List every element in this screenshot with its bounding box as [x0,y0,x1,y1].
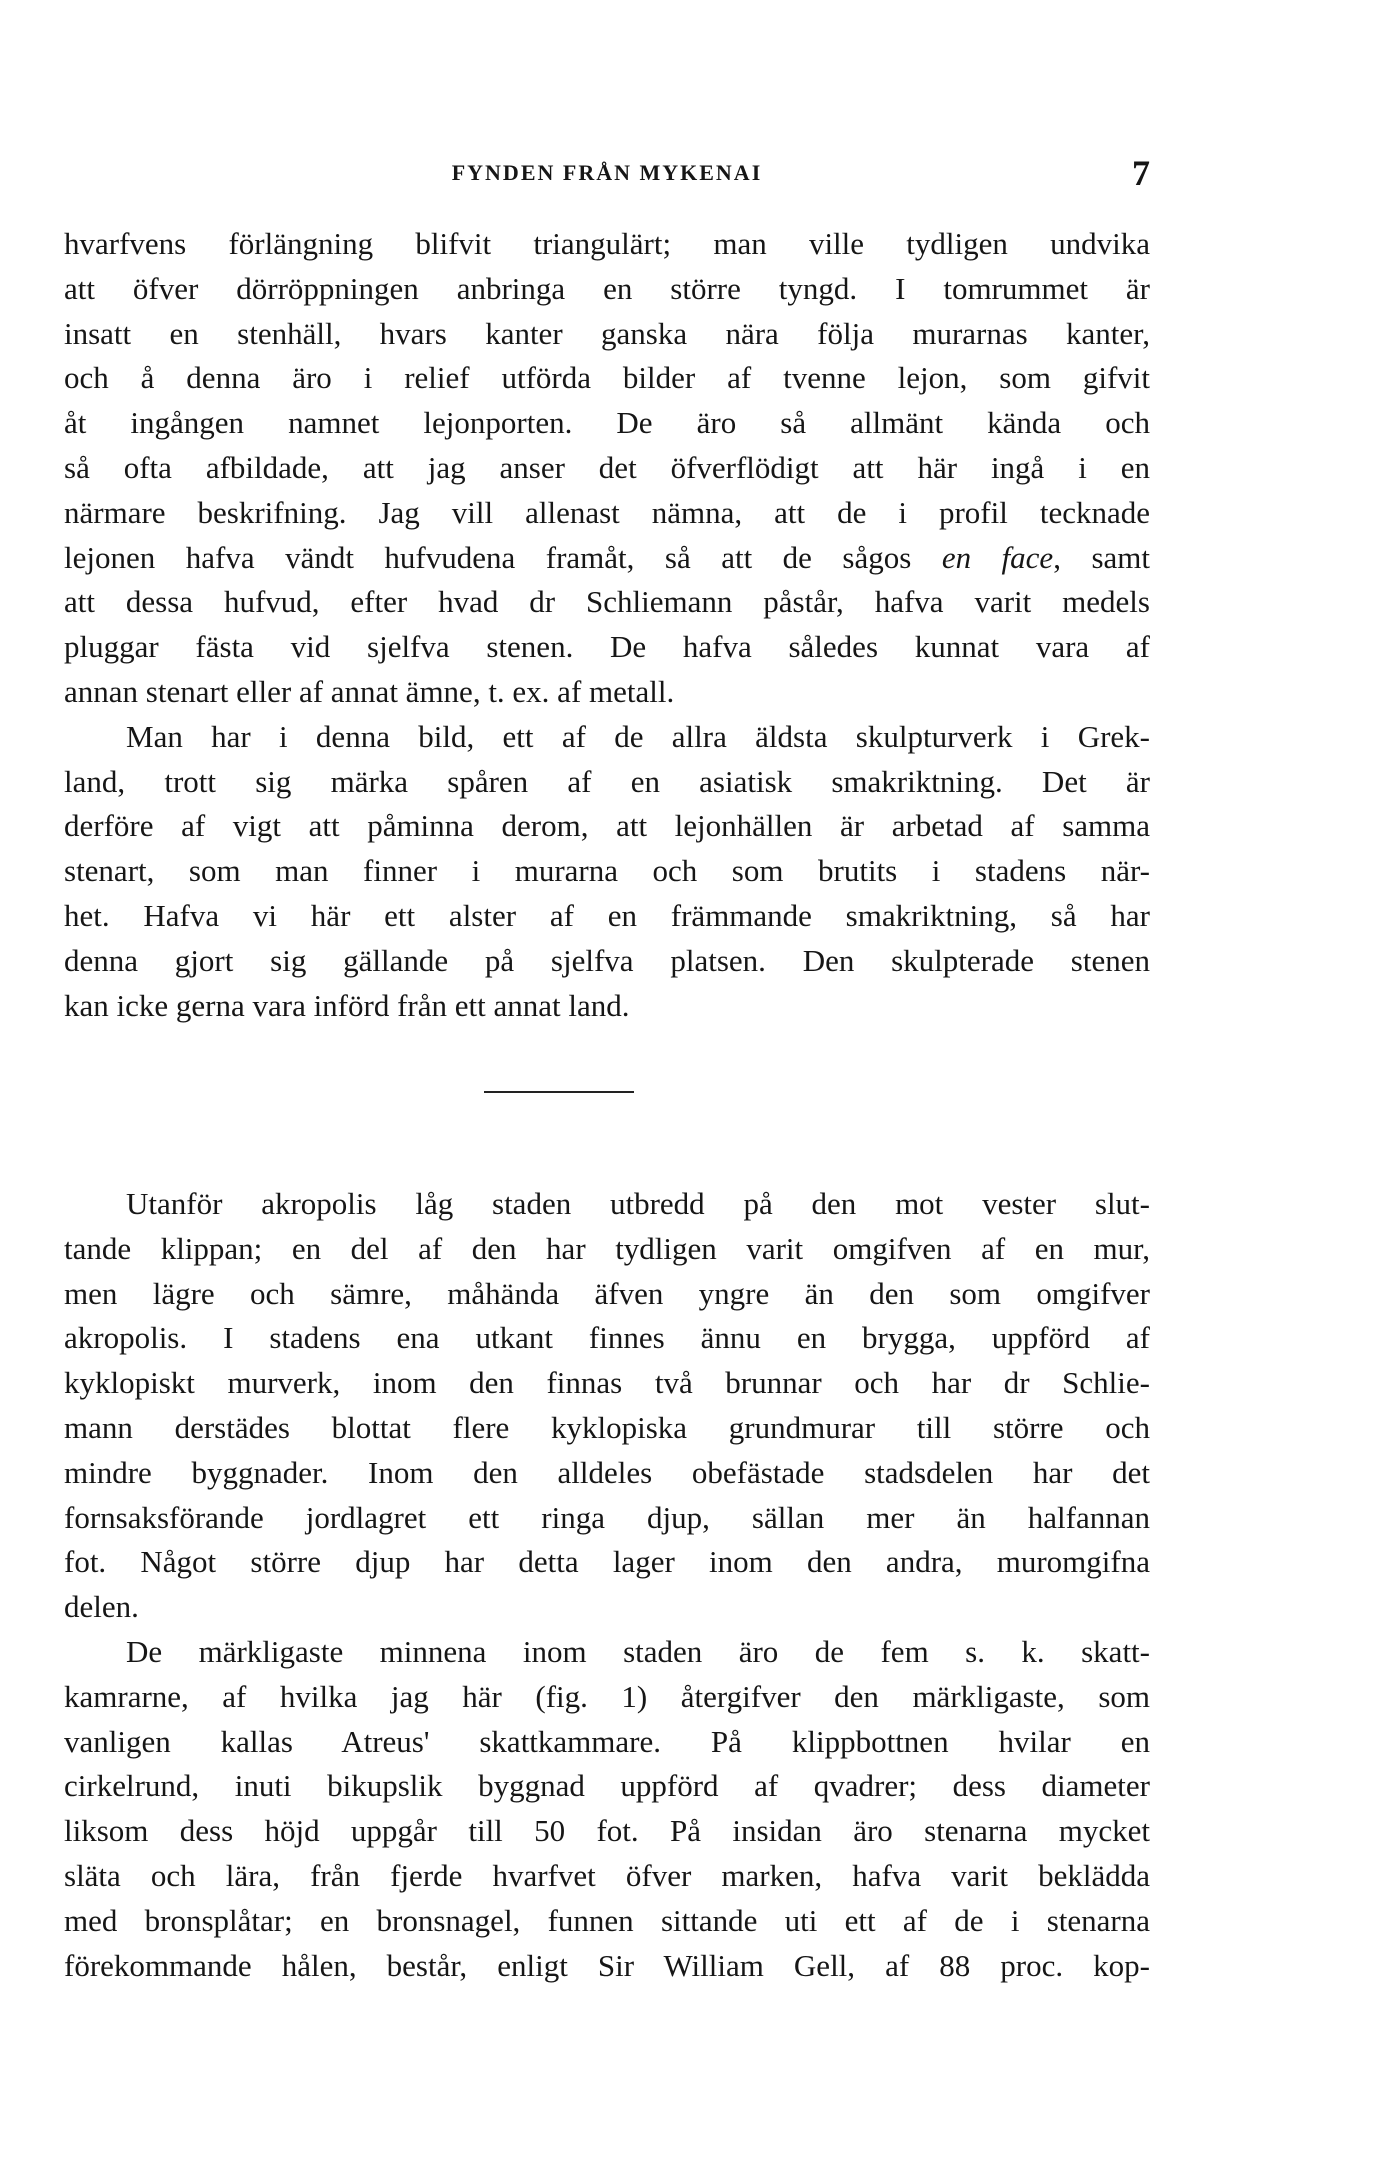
text-line: kyklopiskt murverk, inom den finnas två brunnar och har dr Schlie- [64,1365,1150,1401]
text-line: med bronsplåtar; en bronsnagel, funnen sittande uti ett af de i stenarna [64,1902,1150,1938]
text-line: fot. Något större djup har detta lager inom den andra, muromgifna [64,1544,1150,1580]
text-line: derföre af vigt att påminna derom, att lejonhällen är arbetad af samma [64,808,1150,844]
text-line: att öfver dörröppningen anbringa en större tyngd. I tomrummet är [64,270,1150,306]
text-line: mindre byggnader. Inom den alldeles obefästade stadsdelen har det [64,1454,1150,1490]
text-line: hvarfvens förlängning blifvit triangulärt; man ville tydligen undvika [64,226,1150,261]
text-line: vanligen kallas Atreus' skattkammare. På klippbottnen hvilar en [64,1723,1150,1759]
paragraph [64,222,1150,715]
text-line: men lägre och sämre, måhända äfven yngre än den som omgifver [64,1275,1150,1311]
text-line: akropolis. I stadens ena utkant finnes ännu en brygga, uppförd af [64,1320,1150,1356]
text-line: De märkligaste minnena inom staden äro de fem s. k. skatt- [126,1633,1150,1669]
text-line: liksom dess höjd uppgår till 50 fot. På insidan äro stenarna mycket [64,1813,1150,1849]
upper-text-section [64,222,1150,1028]
text-line: fornsaksförande jordlagret ett ringa djup, sällan mer än halfannan [64,1499,1150,1535]
text-line: Utanför akropolis låg staden utbredd på den mot vester slut- [126,1186,1150,1221]
text-line: insatt en stenhäll, hvars kanter ganska nära följa murarnas kanter, [64,315,1150,351]
text-line: pluggar fästa vid sjelfva stenen. De hafva således kunnat vara af [64,629,1150,665]
paragraph [64,1182,1150,1630]
section-divider [484,1091,634,1093]
text-line: förekommande hålen, består, enligt Sir William Gell, af 88 proc. kop- [64,1947,1150,1983]
text-line: tande klippan; en del af den har tydligen varit omgifven af en mur, [64,1230,1150,1266]
text-line: mann derstädes blottat flere kyklopiska grundmurar till större och [64,1409,1150,1445]
text-line: lejonen hafva vändt hufvudena framåt, så att de sågos en face, samt [64,539,1150,575]
text-line: Man har i denna bild, ett af de allra äldsta skulpturverk i Grek- [126,718,1150,754]
text-line: annan stenart eller af annat ämne, t. ex. af metall. [64,673,675,709]
page-number: 7 [1132,153,1150,193]
text-line: släta och lära, från fjerde hvarfvet öfver marken, hafva varit beklädda [64,1857,1150,1893]
text-line: närmare beskrifning. Jag vill allenast nämna, att de i profil tecknade [64,494,1150,530]
text-line: och å denna äro i relief utförda bilder af tvenne lejon, som gifvit [64,360,1150,396]
lower-text-section [64,1182,1150,1988]
text-line: så ofta afbildade, att jag anser det öfverflödigt att här ingå i en [64,449,1150,485]
text-line: stenart, som man finner i murarna och som brutits i stadens när- [64,853,1150,889]
text-line: kan icke gerna vara införd från ett annat land. [64,987,630,1023]
text-line: åt ingången namnet lejonporten. De äro så allmänt kända och [64,405,1150,441]
paragraph [64,1630,1150,1988]
text-line: het. Hafva vi här ett alster af en främmande smakriktning, så har [64,897,1150,933]
text-line: land, trott sig märka spåren af en asiatisk smakriktning. Det är [64,763,1150,799]
text-line: delen. [64,1589,139,1625]
text-line: cirkelrund, inuti bikupslik byggnad uppförd af qvadrer; dess diameter [64,1768,1150,1804]
text-line: att dessa hufvud, efter hvad dr Schliemann påstår, hafva varit medels [64,584,1150,620]
paragraph [64,715,1150,1029]
running-title: FYNDEN FRÅN MYKENAI [451,160,763,185]
text-line: denna gjort sig gällande på sjelfva platsen. Den skulpterade stenen [64,942,1150,978]
page-header [64,153,1150,196]
text-line: kamrarne, af hvilka jag här (fig. 1) återgifver den märkligaste, som [64,1678,1150,1714]
